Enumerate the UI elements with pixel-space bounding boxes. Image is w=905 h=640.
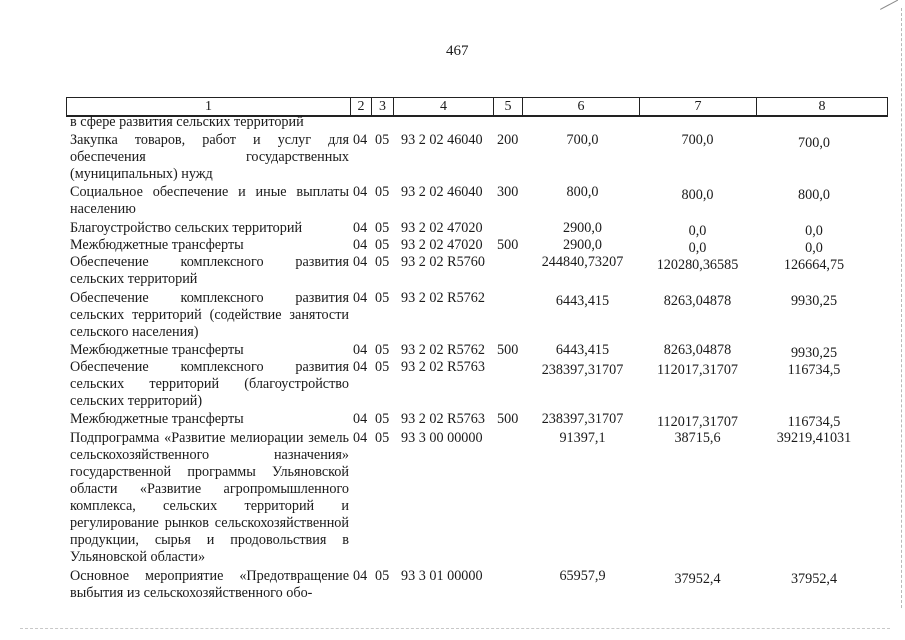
row-subsection: 05 xyxy=(375,568,390,584)
row-target-code: 93 2 02 R5760 xyxy=(401,254,485,270)
row-value-col6: 2900,0 xyxy=(562,237,602,253)
row-value-col8: 9930,25 xyxy=(790,293,838,309)
row-name: Обеспечение комплексного развития сельских территорий (благоустройство сельских территорий) xyxy=(70,359,349,409)
row-subsection: 05 xyxy=(375,359,390,375)
header-col-7: 7 xyxy=(640,98,757,115)
row-subsection: 05 xyxy=(375,220,390,236)
row-name: Благоустройство сельских территорий xyxy=(70,220,303,236)
row-section: 04 xyxy=(353,254,368,270)
row-target-code: 93 2 02 R5762 xyxy=(401,342,485,358)
row-value-col6: 238397,31707 xyxy=(541,362,624,378)
row-value-col6: 700,0 xyxy=(566,132,599,148)
row-target-code: 93 2 02 46040 xyxy=(401,184,483,200)
row-subsection: 05 xyxy=(375,184,390,200)
row-value-col6: 6443,415 xyxy=(555,342,610,358)
row-value-col7: 38715,6 xyxy=(674,430,721,446)
row-value-col6: 244840,73207 xyxy=(541,254,624,270)
row-target-code: 93 3 01 00000 xyxy=(401,568,483,584)
row-value-col7: 700,0 xyxy=(681,132,714,148)
row-value-col6: 65957,9 xyxy=(559,568,606,584)
row-value-col6: 800,0 xyxy=(566,184,599,200)
row-expense-type: 500 xyxy=(497,411,519,427)
row-value-col8: 700,0 xyxy=(798,135,830,151)
row-target-code: 93 2 02 47020 xyxy=(401,220,483,236)
row-section: 04 xyxy=(353,430,368,446)
row-target-code: 93 2 02 R5763 xyxy=(401,359,485,375)
row-name: Межбюджетные трансферты xyxy=(70,342,244,358)
row-value-col7: 37952,4 xyxy=(674,571,721,587)
row-subsection: 05 xyxy=(375,254,390,270)
row-value-col8: 126664,75 xyxy=(783,257,845,273)
row-subsection: 05 xyxy=(375,430,390,446)
page-edge-right xyxy=(900,8,902,608)
row-section: 04 xyxy=(353,220,368,236)
row-value-col6: 2900,0 xyxy=(562,220,602,236)
row-name: Обеспечение комплексного развития сельских территорий xyxy=(70,254,349,287)
row-subsection: 05 xyxy=(375,411,390,427)
row-value-col7: 112017,31707 xyxy=(656,414,739,430)
row-value-col6: 91397,1 xyxy=(559,430,606,446)
page-edge-bottom xyxy=(20,628,890,630)
row-value-col7: 8263,04878 xyxy=(663,293,732,309)
row-name: Подпрограмма «Развитие мелиорации земель сельскохозяйственного назначения» государственной программы Ульяновской области «Развитие агропромышленного комплекса, сельских территорий и регулирование рынков сельскохозяйственной продукции, сырья и продовольствия в Ульяновской области» xyxy=(70,430,349,565)
row-value-col7: 8263,04878 xyxy=(663,342,732,358)
row-expense-type: 300 xyxy=(497,184,519,200)
row-name: Межбюджетные трансферты xyxy=(70,411,244,427)
header-col-4: 4 xyxy=(394,98,494,115)
row-target-code: 93 2 02 47020 xyxy=(401,237,483,253)
row-target-code: 93 2 02 46040 xyxy=(401,132,483,148)
row-subsection: 05 xyxy=(375,290,390,306)
row-value-col7: 800,0 xyxy=(681,187,714,203)
header-col-5: 5 xyxy=(494,98,523,115)
row-name: Межбюджетные трансферты xyxy=(70,237,244,253)
row-target-code: 93 3 00 00000 xyxy=(401,430,483,446)
page-number: 467 xyxy=(446,43,469,59)
row-value-col8: 37952,4 xyxy=(790,571,838,587)
row-name: Обеспечение комплексного развития сельских территорий (содействие занятости сельского населения) xyxy=(70,290,349,340)
row-section: 04 xyxy=(353,359,368,375)
row-value-col7: 0,0 xyxy=(688,223,707,239)
row-section: 04 xyxy=(353,342,368,358)
row-name: Социальное обеспечение и иные выплаты населению xyxy=(70,184,349,217)
row-section: 04 xyxy=(353,411,368,427)
row-expense-type: 500 xyxy=(497,342,519,358)
row-value-col6: 238397,31707 xyxy=(541,411,624,427)
row-name: Основное мероприятие «Предотвращение выбытия из сельскохозяйственного обо- xyxy=(70,568,349,601)
row-section: 04 xyxy=(353,568,368,584)
row-value-col8: 0,0 xyxy=(805,240,823,256)
row-value-col7: 112017,31707 xyxy=(656,362,739,378)
row-subsection: 05 xyxy=(375,237,390,253)
row-subsection: 05 xyxy=(375,132,390,148)
header-col-6: 6 xyxy=(523,98,640,115)
header-col-2: 2 xyxy=(351,98,372,115)
row-target-code: 93 2 02 R5763 xyxy=(401,411,485,427)
row-value-col7: 0,0 xyxy=(688,240,707,256)
row-value-col8: 9930,25 xyxy=(790,345,838,361)
row-value-col8: 116734,5 xyxy=(787,414,841,430)
row-section: 04 xyxy=(353,290,368,306)
row-value-col8: 39219,41031 xyxy=(776,430,852,446)
row-expense-type: 500 xyxy=(497,237,519,253)
row-name: в сфере развития сельских территорий xyxy=(70,114,304,130)
row-expense-type: 200 xyxy=(497,132,519,148)
row-value-col7: 120280,36585 xyxy=(656,257,739,273)
row-section: 04 xyxy=(353,237,368,253)
row-section: 04 xyxy=(353,184,368,200)
header-col-3: 3 xyxy=(372,98,394,115)
row-name: Закупка товаров, работ и услуг для обеспечения государственных (муниципальных) нужд xyxy=(70,132,349,182)
row-subsection: 05 xyxy=(375,342,390,358)
row-value-col8: 116734,5 xyxy=(787,362,841,378)
row-value-col8: 800,0 xyxy=(798,187,830,203)
row-value-col6: 6443,415 xyxy=(555,293,610,309)
header-col-1: 1 xyxy=(67,98,351,115)
row-target-code: 93 2 02 R5762 xyxy=(401,290,485,306)
row-section: 04 xyxy=(353,132,368,148)
header-col-8: 8 xyxy=(818,99,826,114)
row-value-col8: 0,0 xyxy=(805,223,823,239)
